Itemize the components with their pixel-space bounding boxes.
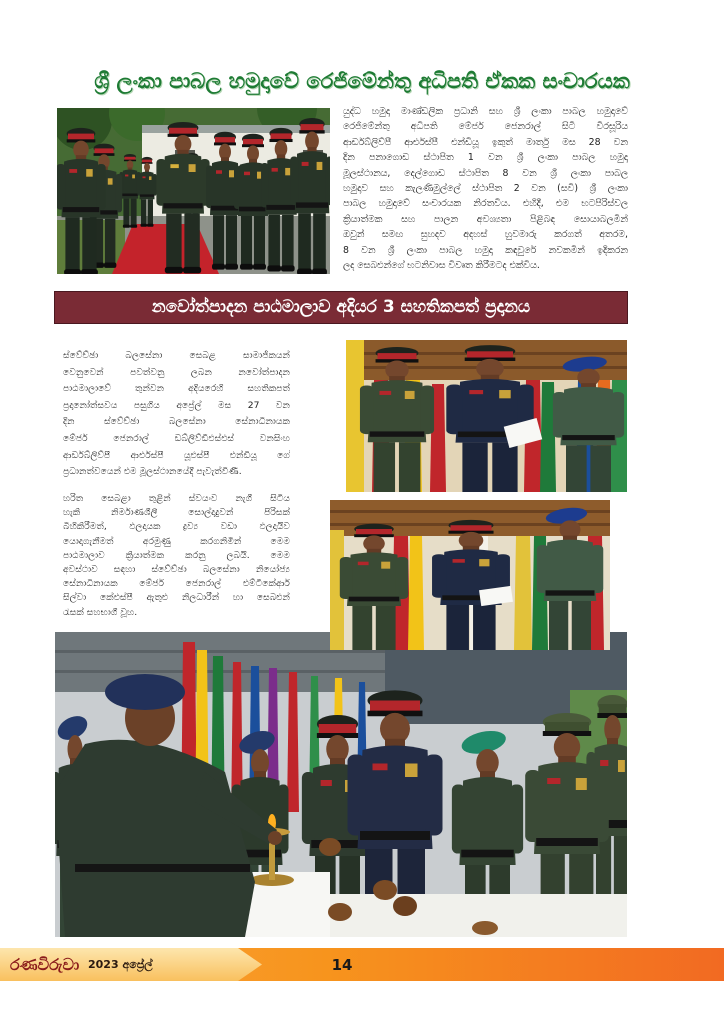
text-line: මේජර් ජෙනරාල් ඩබ්ලිව්ඩීඑස්එස් වනසිංහ bbox=[63, 432, 290, 444]
text-line: 8 වන ශ්‍රී ලංකා පාබල හමුදා කඳවුරේ නවකමින් ඉදිකරන bbox=[343, 244, 628, 256]
text-line: දින පනාගොඩ ස්ථාපිත 1 වන ශ්‍රී ලංකා පාබල හමුදා bbox=[343, 152, 628, 164]
article-certificate-paragraph-1 bbox=[63, 348, 290, 481]
text-line: ප්‍රධානත්වයෙන් එම මූලස්ථානයේදී පැවැත්විණි. bbox=[63, 466, 242, 478]
text-line: සේනාධිනායක මේජර් ජෙනරාල් එම්ටීකේආර් bbox=[63, 578, 290, 590]
photo-lamp-lighting-ceremony bbox=[55, 632, 627, 937]
text-line: රැසක් සහභාගී වූහ. bbox=[63, 606, 138, 618]
photo-regiment-visit bbox=[57, 108, 330, 274]
text-line: ස්වේච්ඡා බලසේනා සෙබළ සාමාජිකයන් bbox=[63, 350, 290, 361]
text-line: හැකි නිර්මාණශීලී සොල්දාදුවන් පිරිසක් bbox=[63, 507, 290, 519]
text-line: යුද්ධ හමුදා මාණ්ඩලික ප්‍රධානි සහ ශ්‍රී ලංකා පාබල හමුදාවේ bbox=[343, 106, 628, 117]
text-line: ඔවුන් සමඟ සුහදව අදහස් හුවමාරු කරගත් අතරම, bbox=[343, 229, 628, 241]
text-line: වෙනුවෙන් පවත්වනු ලබන නවෝත්පාදන bbox=[63, 366, 290, 378]
issue-date: 2023 අප්‍රේල් bbox=[88, 958, 153, 971]
magazine-logo: රණවිරුවා bbox=[10, 955, 80, 974]
photo-certificate-presentation-2 bbox=[330, 500, 610, 650]
page-number: 14 bbox=[331, 956, 353, 974]
article-visit-text bbox=[343, 104, 628, 273]
text-line: අවස්ථාව සඳහා ස්වේච්ඡා බලසේනා නියෝජ්‍ය bbox=[63, 563, 290, 575]
text-line: මූලස්ථානය, දෙල්ගොඩ ස්ථාපිත 8 වන ශ්‍රී ලංකා පාබල bbox=[343, 167, 628, 179]
text-line: ක්‍රියාත්මක සහ පාලන අවශ්‍යතා පිළිබඳ සොයාබලමින් bbox=[343, 213, 628, 225]
text-line: යොදාගැනීමත් අරමුණු කරගනිමින් මෙම bbox=[63, 535, 290, 547]
text-line: බිහිකිරීමත්, ඵලදායක ද්‍රව්‍ය වඩා ඵලදායිව bbox=[63, 521, 290, 533]
text-line: සිල්වා කේඑස්පී ඇතුළු නිලධාරීන් හා සෙබළුන් bbox=[63, 592, 290, 604]
text-line: ප්‍රදානෝත්සවය පසුගිය අප්‍රේල් මස 27 වන bbox=[63, 399, 290, 411]
text-line: ආර්ඩබ්ලිව්පී ආර්එස්පී යූඑස්පී එන්ඩියූ ගේ bbox=[63, 449, 290, 461]
photo-certificate-presentation-1 bbox=[346, 340, 627, 492]
article-certificate-paragraph-2 bbox=[63, 492, 290, 620]
text-line: පාඨමාලාවේ තුන්වන අදියරෙහි සහතිකපත් bbox=[63, 383, 290, 395]
text-line: පාබල හමුදාවේ සංචාරයක නිරතවිය. එහිදී, එම භටපිරිස්වල bbox=[343, 198, 628, 210]
section-banner: නවෝත්පාදන පාඨමාලාව අදියර 3 සහතිකපත් ප්‍රදානය bbox=[54, 291, 628, 324]
text-line: දින ස්වේච්ඡා බලසේනා සේනාධිනායක bbox=[63, 416, 290, 428]
text-line: පාඨමාලාව ක්‍රියාත්මක කරනු ලබයි. මෙම bbox=[63, 549, 290, 561]
text-line: හරිත සෙබළා තුළින් ස්වයංව නැගී සිටිය bbox=[63, 493, 290, 504]
text-line: හමුදාව සහ කැලණිමුල්ලේ ස්ථාපිත 2 වන (සවි) ශ්‍රී ලංකා bbox=[343, 182, 628, 194]
text-line: ලද සෙබළුන්ගේ භටනිවාස විවෘත කිරීමටද එක්විය. bbox=[343, 259, 540, 271]
text-line: රෙජිමේන්තු අධිපති මේජර් ජෙනරාල් සිටී වීරසූරිය bbox=[343, 121, 628, 133]
page-title: ශ්‍රී ලංකා පාබල හමුදාවේ රෙජිමේන්තු අධිපති ඒකක සංචාරයක bbox=[94, 69, 630, 93]
text-line: ආර්ඩබ්ලිව්පී ආර්එස්පී එන්ඩියූ ඉකුත් මාර්තු මස 28 වන bbox=[343, 136, 628, 148]
